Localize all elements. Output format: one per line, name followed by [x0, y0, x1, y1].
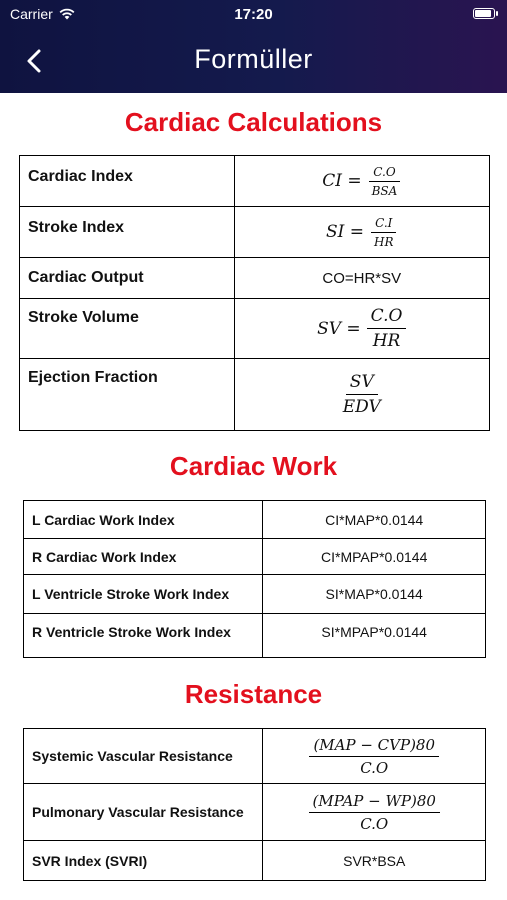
- table-row: [24, 729, 486, 784]
- nav-header: [0, 0, 507, 93]
- table-row: [24, 501, 486, 539]
- table-row: [24, 575, 486, 614]
- section-title-resistance: Resistance: [184, 679, 323, 709]
- formula-name: Ejection Fraction: [20, 359, 235, 431]
- formula-numerator: C.I: [371, 216, 396, 233]
- formula-value: [234, 359, 489, 431]
- table-row: [24, 784, 486, 841]
- formula-denominator: HR: [374, 234, 394, 249]
- formula-name: R Ventricle Stroke Work Index: [24, 614, 263, 658]
- formula-value: [263, 784, 486, 841]
- formula-value: [234, 156, 489, 207]
- formula-name: SVR Index (SVRI): [24, 841, 263, 881]
- table-row: [24, 841, 486, 881]
- formula-value: CI*MAP*0.0144: [263, 501, 486, 539]
- formula-lhs: SV =: [317, 318, 361, 339]
- formula-sheet: [0, 93, 507, 900]
- status-bar: [0, 0, 507, 30]
- formula-name: L Cardiac Work Index: [24, 501, 263, 539]
- section-title-cardiac-calculations: Cardiac Calculations: [124, 107, 383, 137]
- formula-name: Stroke Index: [20, 207, 235, 258]
- formula-name: Stroke Volume: [20, 299, 235, 359]
- formula-value: SI*MAP*0.0144: [263, 575, 486, 614]
- table-row: [20, 207, 490, 258]
- formula-numerator: (MAP − CVP)80: [309, 736, 439, 757]
- table-row: [24, 614, 486, 658]
- cardiac-work-table: [23, 500, 486, 658]
- table-row: [24, 539, 486, 575]
- formula-name: L Ventricle Stroke Work Index: [24, 575, 263, 614]
- formula-value: [234, 207, 489, 258]
- cardiac-calculations-table: [19, 155, 490, 431]
- formula-numerator: C.O: [369, 165, 399, 182]
- formula-numerator: SV: [346, 372, 378, 395]
- formula-value: [234, 299, 489, 359]
- formula-name: Pulmonary Vascular Resistance: [24, 784, 263, 841]
- section-title-cardiac-work: Cardiac Work: [169, 451, 338, 481]
- table-row: [20, 156, 490, 207]
- formula-numerator: (MPAP − WP)80: [309, 792, 440, 813]
- formula-denominator: C.O: [360, 814, 389, 833]
- formula-denominator: HR: [372, 331, 401, 351]
- formula-numerator: C.O: [367, 306, 407, 329]
- table-row: [20, 299, 490, 359]
- page-title: Formüller: [194, 44, 313, 74]
- resistance-table: [23, 728, 486, 881]
- status-time: 17:20: [234, 6, 273, 23]
- formula-value: SI*MPAP*0.0144: [263, 614, 486, 658]
- formula-denominator: C.O: [360, 758, 389, 777]
- table-row: [20, 359, 490, 431]
- carrier-label: Carrier: [10, 6, 53, 22]
- formula-value: [263, 729, 486, 784]
- formula-value: CO=HR*SV: [234, 258, 489, 299]
- formula-name: Systemic Vascular Resistance: [24, 729, 263, 784]
- formula-denominator: BSA: [371, 183, 398, 198]
- formula-denominator: EDV: [342, 397, 381, 417]
- table-row: [20, 258, 490, 299]
- battery-icon: [473, 8, 495, 19]
- formula-lhs: SI =: [326, 222, 365, 242]
- formula-name: R Cardiac Work Index: [24, 539, 263, 575]
- formula-name: Cardiac Index: [20, 156, 235, 207]
- formula-lhs: CI =: [322, 171, 362, 191]
- formula-name: Cardiac Output: [20, 258, 235, 299]
- formula-value: SVR*BSA: [263, 841, 486, 881]
- formula-value: CI*MPAP*0.0144: [263, 539, 486, 575]
